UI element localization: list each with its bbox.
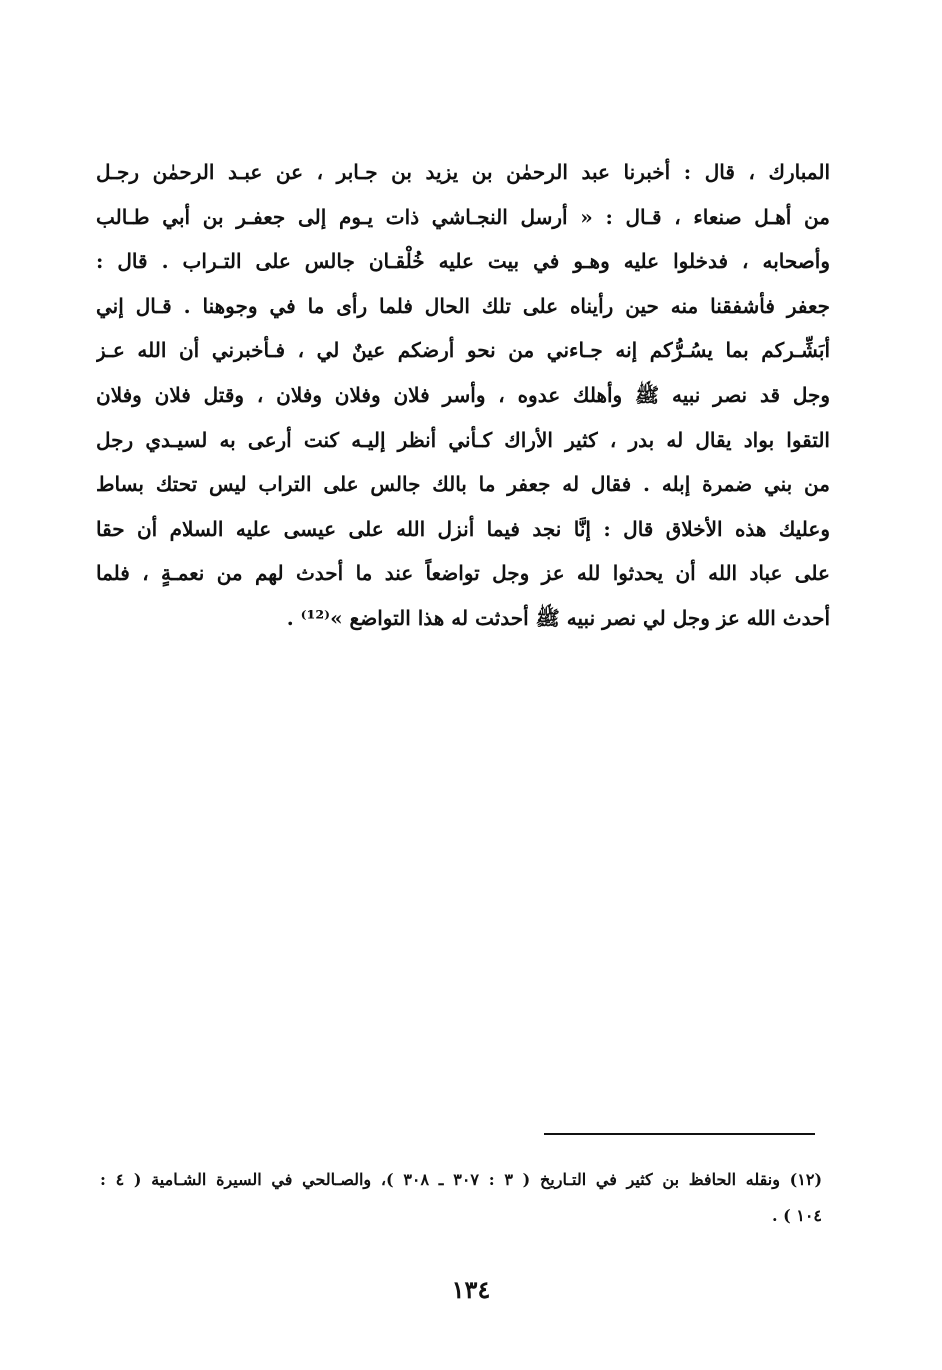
- text-line: أحدث الله عز وجل لي نصر نبيه ﷺ أحدثت له هذا التواضع »⁽¹²⁾ .: [286, 605, 830, 630]
- text-line: من بني ضمرة إبله . فقال له جعفر ما بالك جالس على التراب ليس تحتك بساط: [96, 472, 830, 497]
- text-line: جعفر فأشفقنا منه حين رأيناه على تلك الحال فلما رأى ما في وجوهنا . قـال إني: [96, 293, 830, 318]
- text-line: من أهـل صنعاء ، قـال : « أرسل النجـاشي ذات يـوم إلى جعفـر بن أبي طـالب: [96, 204, 830, 229]
- text-line: وأصحابه ، فدخلوا عليه وهـو في بيت عليه خُلْقـان جالس على التـراب . قال :: [96, 249, 830, 274]
- text-line: المبارك ، قال : أخبرنا عبد الرحمٰن بن يزيد بن جـابر ، عن عبـد الرحمٰن رجـل: [96, 160, 830, 184]
- footnote-divider: [544, 1133, 815, 1135]
- text-line: وعليك هذه الأخلاق قال : إنَّا نجد فيما أنزل الله على عيسى عليه السلام أن حقا: [96, 516, 830, 541]
- footnote-line: ١٠٤ ) .: [771, 1206, 822, 1225]
- main-text: [96, 150, 830, 641]
- text-line: على عباد الله أن يحدثوا لله عز وجل تواضعاً عند ما أحدث لهم من نعمـةٍ ، فلما: [96, 561, 830, 586]
- text-line: وجل قد نصر نبيه ﷺ وأهلك عدوه ، وأسر فلان وفلان وفلان ، وقتل فلان وفلان: [96, 382, 830, 407]
- text-line: التقوا بواد يقال له بدر ، كثير الأراك كـأني أنظر إليـه كنت أرعى به لسيـدي رجل: [96, 427, 830, 452]
- footnote-line: (١٢) ونقله الحافظ بن كثير في التـاريخ ( ٣ : ٣٠٧ ـ ٣٠٨ )، والصـالحي في السيرة الشـامية ( ٤ :: [100, 1170, 822, 1189]
- text-line: أبَشِّـركم بما يسُـرُّكم إنه جـاءني من نحو أرضكم عينٌ لي ، فـأخبرني أن الله عـز: [96, 338, 830, 363]
- footnotes: [100, 1162, 822, 1234]
- page-number: ١٣٤: [451, 1275, 491, 1304]
